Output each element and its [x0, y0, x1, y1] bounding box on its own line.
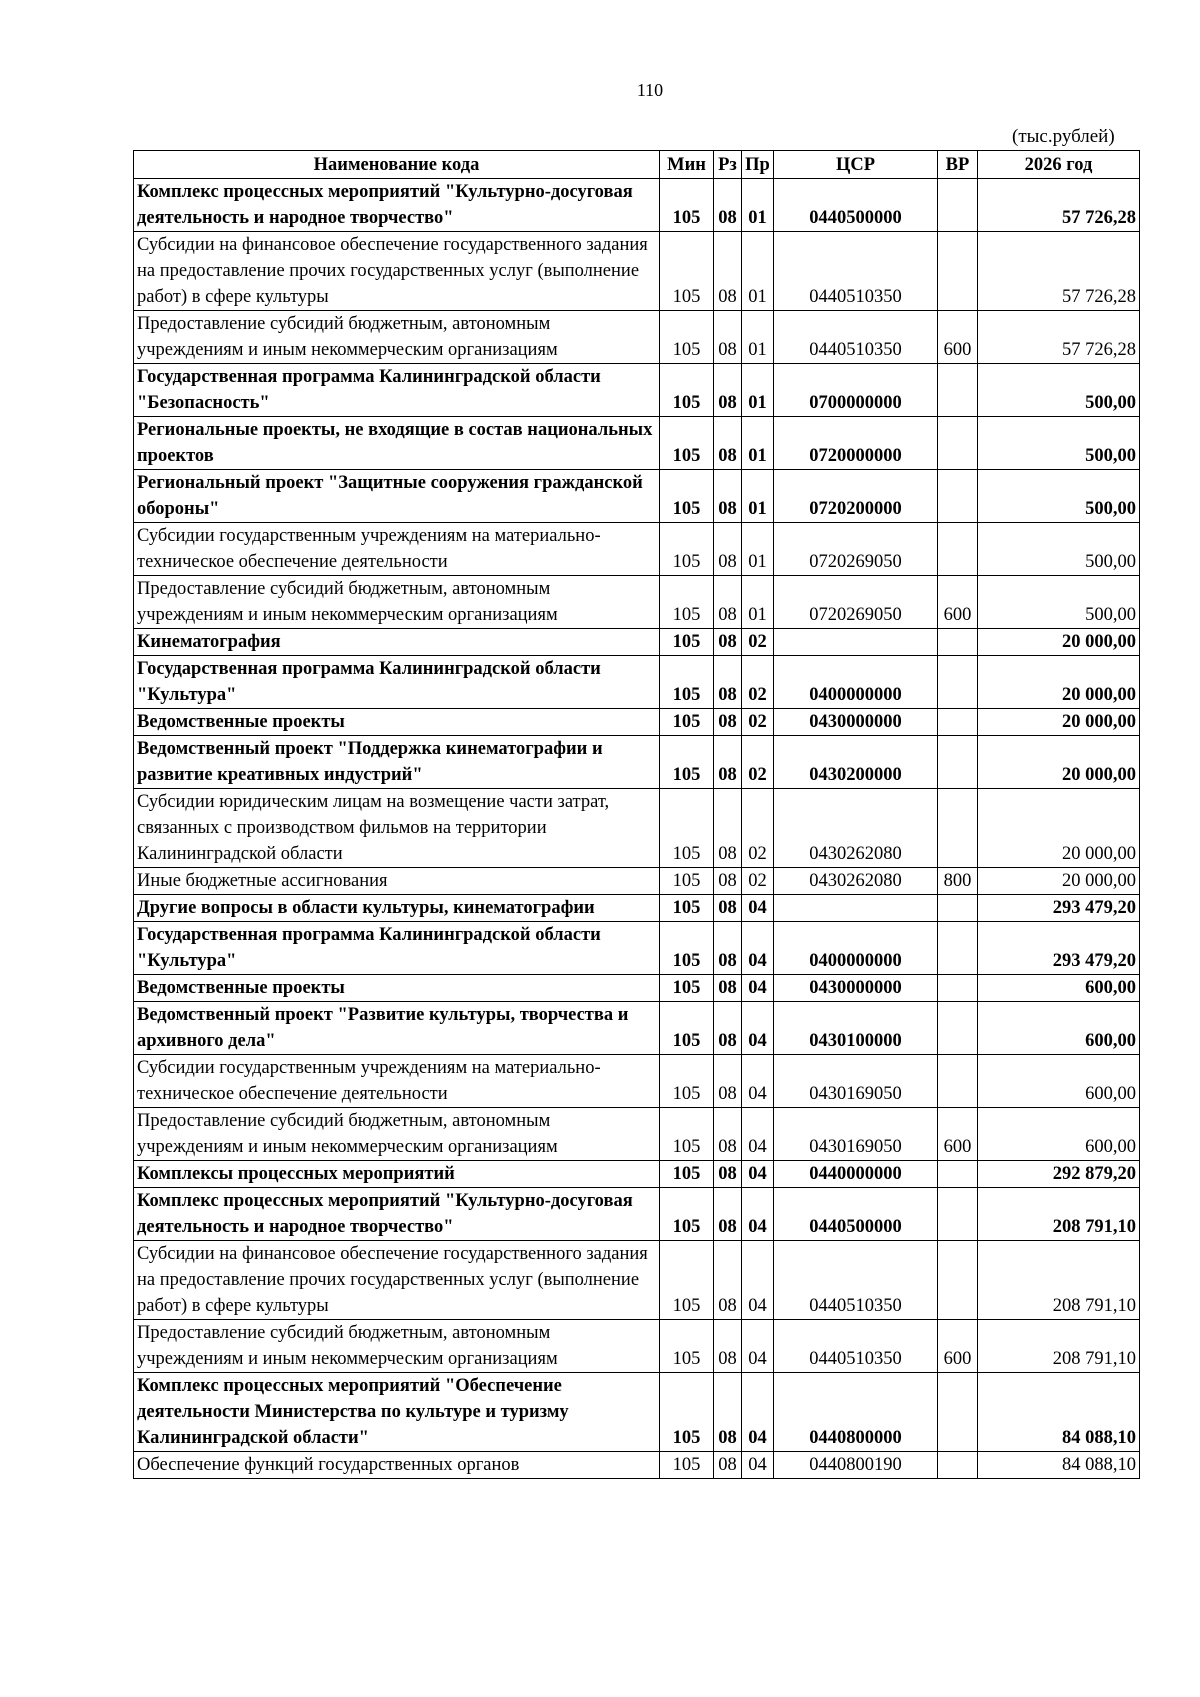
row-csr: 0440800000 [774, 1373, 938, 1452]
row-min: 105 [660, 1241, 714, 1320]
row-amount: 20 000,00 [978, 736, 1140, 789]
row-name: Предоставление субсидий бюджетным, автономным учреждениям и иным некоммерческим организациям [134, 1108, 660, 1161]
row-min: 105 [660, 789, 714, 868]
table-row [134, 470, 1140, 523]
row-vr: 600 [938, 311, 978, 364]
row-rz: 08 [714, 922, 742, 975]
row-pr: 01 [742, 576, 774, 629]
row-rz: 08 [714, 868, 742, 895]
row-rz: 08 [714, 523, 742, 576]
table-row [134, 1188, 1140, 1241]
row-min: 105 [660, 417, 714, 470]
row-vr [938, 975, 978, 1002]
row-name: Государственная программа Калининградской области "Культура" [134, 656, 660, 709]
row-name: Ведомственный проект "Поддержка кинематографии и развитие креативных индустрий" [134, 736, 660, 789]
row-rz: 08 [714, 629, 742, 656]
row-pr: 02 [742, 868, 774, 895]
row-amount: 84 088,10 [978, 1452, 1140, 1479]
row-name: Ведомственный проект "Развитие культуры, творчества и архивного дела" [134, 1002, 660, 1055]
row-csr: 0440510350 [774, 232, 938, 311]
row-name: Комплекс процессных мероприятий "Культурно-досуговая деятельность и народное творчество" [134, 1188, 660, 1241]
row-csr: 0440510350 [774, 311, 938, 364]
row-rz: 08 [714, 736, 742, 789]
row-name: Субсидии государственным учреждениям на материально-техническое обеспечение деятельности [134, 1055, 660, 1108]
row-name: Субсидии на финансовое обеспечение государственного задания на предоставление прочих государственных услуг (выполнение работ) в сфере культуры [134, 1241, 660, 1320]
row-pr: 01 [742, 470, 774, 523]
page-number: 110 [636, 80, 664, 100]
row-min: 105 [660, 868, 714, 895]
row-csr: 0430000000 [774, 709, 938, 736]
row-amount: 600,00 [978, 1108, 1140, 1161]
row-vr: 800 [938, 868, 978, 895]
row-name: Комплексы процессных мероприятий [134, 1161, 660, 1188]
row-rz: 08 [714, 470, 742, 523]
table-row [134, 922, 1140, 975]
row-csr: 0440500000 [774, 179, 938, 232]
row-pr: 02 [742, 656, 774, 709]
row-name: Субсидии юридическим лицам на возмещение части затрат, связанных с производством фильмов на территории Калининградской области [134, 789, 660, 868]
row-csr: 0400000000 [774, 922, 938, 975]
row-min: 105 [660, 736, 714, 789]
table-row [134, 311, 1140, 364]
row-vr [938, 1241, 978, 1320]
row-vr [938, 656, 978, 709]
row-pr: 01 [742, 364, 774, 417]
row-vr [938, 1452, 978, 1479]
row-name: Предоставление субсидий бюджетным, автономным учреждениям и иным некоммерческим организациям [134, 311, 660, 364]
row-pr: 01 [742, 179, 774, 232]
row-vr [938, 895, 978, 922]
row-min: 105 [660, 922, 714, 975]
row-amount: 20 000,00 [978, 656, 1140, 709]
row-pr: 02 [742, 709, 774, 736]
row-pr: 04 [742, 1055, 774, 1108]
row-amount: 208 791,10 [978, 1241, 1140, 1320]
row-vr [938, 789, 978, 868]
row-csr: 0720269050 [774, 523, 938, 576]
column-header-amount: 2026 год [978, 151, 1140, 179]
table-row [134, 736, 1140, 789]
row-name: Иные бюджетные ассигнования [134, 868, 660, 895]
column-header-pr: Пр [742, 151, 774, 179]
row-vr [938, 417, 978, 470]
row-csr: 0430100000 [774, 1002, 938, 1055]
row-name: Ведомственные проекты [134, 975, 660, 1002]
row-csr: 0430262080 [774, 868, 938, 895]
table-row [134, 1002, 1140, 1055]
budget-table [133, 150, 1140, 1479]
row-name: Региональный проект "Защитные сооружения гражданской обороны" [134, 470, 660, 523]
column-header-min: Мин [660, 151, 714, 179]
table-row [134, 868, 1140, 895]
row-rz: 08 [714, 1108, 742, 1161]
row-csr: 0440510350 [774, 1241, 938, 1320]
row-pr: 04 [742, 1452, 774, 1479]
row-pr: 04 [742, 1108, 774, 1161]
row-csr: 0430000000 [774, 975, 938, 1002]
row-name: Субсидии государственным учреждениям на материально-техническое обеспечение деятельности [134, 523, 660, 576]
row-rz: 08 [714, 975, 742, 1002]
row-csr: 0430262080 [774, 789, 938, 868]
table-row [134, 232, 1140, 311]
row-pr: 04 [742, 1373, 774, 1452]
table-row [134, 1452, 1140, 1479]
row-csr: 0720200000 [774, 470, 938, 523]
row-vr [938, 1188, 978, 1241]
row-csr: 0720000000 [774, 417, 938, 470]
row-rz: 08 [714, 1373, 742, 1452]
row-min: 105 [660, 895, 714, 922]
row-name: Кинематография [134, 629, 660, 656]
table-row [134, 1108, 1140, 1161]
row-amount: 20 000,00 [978, 868, 1140, 895]
row-amount: 20 000,00 [978, 789, 1140, 868]
row-vr [938, 232, 978, 311]
row-amount: 600,00 [978, 1055, 1140, 1108]
row-pr: 04 [742, 975, 774, 1002]
row-min: 105 [660, 656, 714, 709]
column-header-name: Наименование кода [134, 151, 660, 179]
row-rz: 08 [714, 232, 742, 311]
table-body [134, 179, 1140, 1479]
row-min: 105 [660, 1161, 714, 1188]
row-min: 105 [660, 364, 714, 417]
row-min: 105 [660, 1452, 714, 1479]
table-row [134, 709, 1140, 736]
row-min: 105 [660, 179, 714, 232]
table-header-row [134, 151, 1140, 179]
row-csr: 0400000000 [774, 656, 938, 709]
row-min: 105 [660, 629, 714, 656]
row-pr: 02 [742, 736, 774, 789]
row-pr: 04 [742, 1002, 774, 1055]
row-csr: 0440800190 [774, 1452, 938, 1479]
row-rz: 08 [714, 1452, 742, 1479]
row-name: Государственная программа Калининградской области "Культура" [134, 922, 660, 975]
row-vr: 600 [938, 576, 978, 629]
row-rz: 08 [714, 576, 742, 629]
row-min: 105 [660, 311, 714, 364]
row-vr: 600 [938, 1108, 978, 1161]
row-csr: 0720269050 [774, 576, 938, 629]
table-row [134, 364, 1140, 417]
row-amount: 500,00 [978, 417, 1140, 470]
row-rz: 08 [714, 895, 742, 922]
row-csr [774, 895, 938, 922]
row-min: 105 [660, 1373, 714, 1452]
units-note: (тыс.рублей) [1012, 126, 1115, 147]
row-amount: 500,00 [978, 470, 1140, 523]
row-amount: 500,00 [978, 523, 1140, 576]
column-header-vr: ВР [938, 151, 978, 179]
row-amount: 600,00 [978, 975, 1140, 1002]
row-csr: 0440500000 [774, 1188, 938, 1241]
row-min: 105 [660, 1002, 714, 1055]
row-pr: 04 [742, 895, 774, 922]
row-amount: 500,00 [978, 364, 1140, 417]
row-vr [938, 629, 978, 656]
row-vr [938, 1161, 978, 1188]
row-pr: 04 [742, 922, 774, 975]
row-amount: 57 726,28 [978, 232, 1140, 311]
row-vr [938, 922, 978, 975]
row-csr [774, 629, 938, 656]
row-min: 105 [660, 975, 714, 1002]
row-rz: 08 [714, 364, 742, 417]
column-header-csr: ЦСР [774, 151, 938, 179]
row-name: Обеспечение функций государственных органов [134, 1452, 660, 1479]
table-row [134, 975, 1140, 1002]
row-csr: 0430169050 [774, 1108, 938, 1161]
row-amount: 500,00 [978, 576, 1140, 629]
row-rz: 08 [714, 1188, 742, 1241]
row-vr [938, 470, 978, 523]
row-pr: 01 [742, 417, 774, 470]
table-row [134, 179, 1140, 232]
table-row [134, 895, 1140, 922]
row-vr [938, 523, 978, 576]
row-amount: 20 000,00 [978, 629, 1140, 656]
row-rz: 08 [714, 1241, 742, 1320]
row-amount: 84 088,10 [978, 1373, 1140, 1452]
row-name: Региональные проекты, не входящие в состав национальных проектов [134, 417, 660, 470]
row-name: Комплекс процессных мероприятий "Обеспечение деятельности Министерства по культуре и туризму Калининградской области" [134, 1373, 660, 1452]
column-header-rz: Рз [714, 151, 742, 179]
row-min: 105 [660, 232, 714, 311]
row-rz: 08 [714, 1161, 742, 1188]
table-row [134, 1161, 1140, 1188]
row-vr [938, 709, 978, 736]
row-amount: 293 479,20 [978, 895, 1140, 922]
table-row [134, 576, 1140, 629]
row-amount: 292 879,20 [978, 1161, 1140, 1188]
row-pr: 04 [742, 1188, 774, 1241]
row-min: 105 [660, 576, 714, 629]
table-row [134, 629, 1140, 656]
row-min: 105 [660, 470, 714, 523]
row-vr [938, 179, 978, 232]
row-pr: 01 [742, 523, 774, 576]
row-rz: 08 [714, 789, 742, 868]
row-amount: 57 726,28 [978, 311, 1140, 364]
row-rz: 08 [714, 179, 742, 232]
row-rz: 08 [714, 1320, 742, 1373]
row-amount: 208 791,10 [978, 1188, 1140, 1241]
table-row [134, 523, 1140, 576]
row-name: Ведомственные проекты [134, 709, 660, 736]
table-row [134, 1241, 1140, 1320]
row-csr: 0430200000 [774, 736, 938, 789]
row-csr: 0440000000 [774, 1161, 938, 1188]
row-amount: 293 479,20 [978, 922, 1140, 975]
row-min: 105 [660, 709, 714, 736]
row-csr: 0430169050 [774, 1055, 938, 1108]
row-vr: 600 [938, 1320, 978, 1373]
row-vr [938, 1055, 978, 1108]
row-min: 105 [660, 1188, 714, 1241]
table-row [134, 417, 1140, 470]
row-amount: 208 791,10 [978, 1320, 1140, 1373]
row-min: 105 [660, 1055, 714, 1108]
row-pr: 02 [742, 789, 774, 868]
row-name: Субсидии на финансовое обеспечение государственного задания на предоставление прочих государственных услуг (выполнение работ) в сфере культуры [134, 232, 660, 311]
row-min: 105 [660, 523, 714, 576]
row-rz: 08 [714, 656, 742, 709]
row-name: Государственная программа Калининградской области "Безопасность" [134, 364, 660, 417]
row-vr [938, 1373, 978, 1452]
row-name: Предоставление субсидий бюджетным, автономным учреждениям и иным некоммерческим организациям [134, 576, 660, 629]
row-amount: 57 726,28 [978, 179, 1140, 232]
row-vr [938, 1002, 978, 1055]
row-pr: 02 [742, 629, 774, 656]
row-csr: 0700000000 [774, 364, 938, 417]
table-row [134, 789, 1140, 868]
row-pr: 04 [742, 1161, 774, 1188]
row-pr: 04 [742, 1320, 774, 1373]
row-csr: 0440510350 [774, 1320, 938, 1373]
row-amount: 600,00 [978, 1002, 1140, 1055]
row-pr: 01 [742, 311, 774, 364]
row-min: 105 [660, 1108, 714, 1161]
row-rz: 08 [714, 417, 742, 470]
row-pr: 04 [742, 1241, 774, 1320]
table-row [134, 1320, 1140, 1373]
row-min: 105 [660, 1320, 714, 1373]
row-name: Предоставление субсидий бюджетным, автономным учреждениям и иным некоммерческим организациям [134, 1320, 660, 1373]
row-name: Другие вопросы в области культуры, кинематографии [134, 895, 660, 922]
row-vr [938, 364, 978, 417]
row-vr [938, 736, 978, 789]
row-rz: 08 [714, 311, 742, 364]
table-row [134, 1055, 1140, 1108]
row-rz: 08 [714, 709, 742, 736]
table-row [134, 1373, 1140, 1452]
row-rz: 08 [714, 1002, 742, 1055]
row-name: Комплекс процессных мероприятий "Культурно-досуговая деятельность и народное творчество" [134, 179, 660, 232]
row-amount: 20 000,00 [978, 709, 1140, 736]
row-pr: 01 [742, 232, 774, 311]
table-row [134, 656, 1140, 709]
row-rz: 08 [714, 1055, 742, 1108]
